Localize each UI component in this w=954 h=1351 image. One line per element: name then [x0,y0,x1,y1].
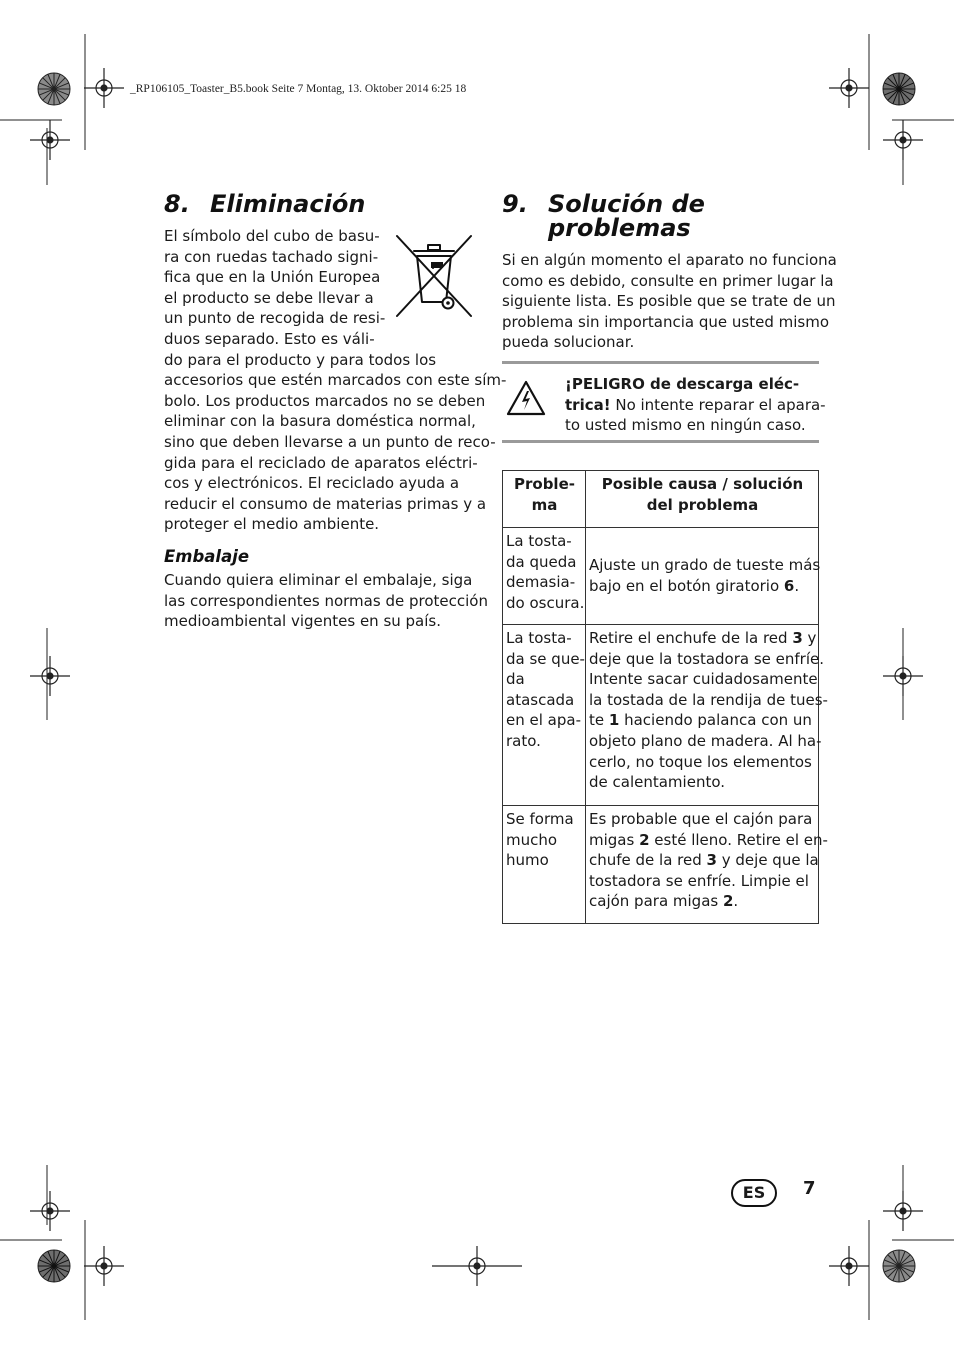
electric-hazard-warning-icon [506,380,546,416]
header-problem-line: ma [531,495,558,514]
solution-line [589,891,816,912]
problem-line: mucho [506,830,558,849]
solution-line [589,772,816,793]
table-row [503,625,819,806]
problem-line: humo [506,851,549,870]
part-reference-number: 2 [639,830,650,849]
problem-cell [503,625,586,806]
section-9-intro-line: pueda solucionar. [502,333,635,352]
packaging-body-line: medioambiental vigentes en su país. [164,612,441,631]
solution-line [589,752,816,773]
solution-text: cerlo, no toque los elementos [589,752,812,771]
header-problem [503,471,586,528]
header-problem-line: Proble- [514,475,575,493]
section-8-body-line: ra con ruedas tachado signi- [164,247,379,266]
solution-text: chufe de la red [589,851,707,870]
section-8-body-line: reducir el consumo de materias primas y a [164,494,487,513]
problem-line: La tosta- [506,532,572,550]
solution-line [589,690,828,711]
header-solution-line: Posible causa / solución [601,475,804,493]
solution-text: Intente sacar cuidadosamente [589,670,818,689]
section-8-body-line: sino que deben llevarse a un punto de reco- [164,432,496,451]
section-8-title: Eliminación [210,190,366,218]
section-8-body-line: cos y electrónicos. El reciclado ayuda a [164,474,460,493]
solution-text: Retire el enchufe de la red [589,629,793,647]
solution-line [589,628,816,649]
section-8-body [164,226,506,535]
problem-cell [503,806,586,924]
section-8-body-line: bolo. Los productos marcados no se deben [164,391,486,410]
problem-line: da se que- [506,649,585,668]
section-9-intro-line: como es debido, consulte en primer lugar la [502,271,834,290]
table-row [503,528,819,625]
section-8-body-line: un punto de recogida de resi- [164,309,386,328]
solution-cell [586,528,819,625]
packaging-body-line: Cuando quiera eliminar el embalaje, siga [164,571,473,589]
solution-line [589,576,816,597]
problem-line: atascada [506,690,575,709]
part-reference-number: 6 [783,576,795,595]
warning-bold-2: trica! [565,395,611,414]
part-reference-number: 3 [706,851,717,870]
solution-text: objeto plano de madera. Al ha- [589,731,822,750]
problem-line: da queda [506,552,577,571]
solution-text: y [802,629,817,647]
section-8-body-line: eliminar con la basura doméstica normal, [164,412,476,431]
solution-line [589,809,816,830]
section-8-heading [164,192,365,216]
warning-rest-2: No intente reparar el apara- [610,395,826,414]
solution-text: Ajuste un grado de tueste más [589,555,821,574]
section-8-number: 8. [164,190,190,218]
solution-cell [586,625,828,806]
packaging-body [164,570,488,632]
solution-text: Es probable que el cajón para [589,810,813,828]
section-8-body-line: accesorios que estén marcados con este sím- [164,371,507,390]
section-9-heading [502,192,705,240]
section-8-body-line: El símbolo del cubo de basu- [164,227,380,245]
table-header-row [503,471,819,528]
solution-text: bajo en el botón giratorio [589,576,784,595]
solution-text: cajón para migas [589,892,723,911]
section-9-number: 9. [502,190,528,218]
warning-line-1 [565,374,826,395]
solution-text: . [794,576,800,595]
part-reference-number: 3 [792,629,803,647]
header-solution-line: del problema [646,495,759,514]
section-8-body-line: gida para el reciclado de aparatos eléctri- [164,453,478,472]
section-9-intro-line: siguiente lista. Es posible que se trate de un [502,292,836,311]
solution-line [589,731,822,752]
solution-text: de calentamiento. [589,773,726,792]
section-9-intro-line: problema sin importancia que usted mismo [502,312,830,331]
section-9-intro [502,250,837,353]
warning-text [565,374,826,436]
section-8-body-line: duos separado. Esto es váli- [164,329,375,348]
problem-line: Se forma [506,810,574,828]
troubleshooting-table [502,470,828,924]
packaging-body-line: las correspondientes normas de protección [164,591,488,610]
problem-cell [503,528,586,625]
warning-top-rule [502,361,819,364]
section-9-title-line2: problemas [548,214,691,242]
solution-text: . [733,892,739,911]
solution-line [589,669,816,690]
solution-text: haciendo palanca con un [619,711,812,730]
warning-line-2 [565,395,826,416]
solution-line [589,850,819,871]
solution-text: tostadora se enfríe. Limpie el [589,871,809,890]
problem-line: en el apa- [506,711,581,730]
header-solution [586,471,819,528]
section-9-title-line1: Solución de [548,190,705,218]
page-number: 7 [803,1178,816,1199]
solution-text: deje que la tostadora se enfríe. [589,649,824,668]
solution-text: la tostada de la rendija de tues- [589,690,828,709]
solution-line [589,555,821,576]
solution-line [589,871,816,892]
warning-bold-1: ¡PELIGRO de descarga eléc- [565,375,800,393]
solution-line [589,710,816,731]
problem-line: demasia- [506,573,576,592]
section-9-intro-line: Si en algún momento el aparato no funciona [502,251,837,269]
solution-text: esté lleno. Retire el en- [649,830,828,849]
solution-line [589,830,828,851]
section-8-body-line: el producto se debe llevar a [164,288,374,307]
part-reference-number: 1 [608,711,620,730]
warning-line-3: to usted mismo en ningún caso. [565,416,806,435]
print-header-book-info: _RP106105_Toaster_B5.book Seite 7 Montag, 13. Oktober 2014 6:25 18 [130,83,467,95]
section-8-body-line: do para el producto y para todos los [164,350,437,369]
problem-line: do oscura. [506,593,585,612]
problem-line: rato. [506,731,541,750]
solution-text: migas [589,830,640,849]
language-badge: ES [731,1179,777,1207]
problem-line: da [506,670,525,689]
table-row [503,806,819,924]
section-8-body-line: fica que en la Unión Europea [164,268,381,287]
problem-line: La tosta- [506,629,572,647]
part-reference-number: 2 [722,892,734,911]
warning-bottom-rule [502,440,819,443]
solution-text: y deje que la [716,851,819,870]
solution-line [589,649,824,670]
section-8-body-line: proteger el medio ambiente. [164,515,380,534]
packaging-subheading: Embalaje [164,547,250,566]
solution-text: te [589,711,609,730]
solution-cell [586,806,828,924]
